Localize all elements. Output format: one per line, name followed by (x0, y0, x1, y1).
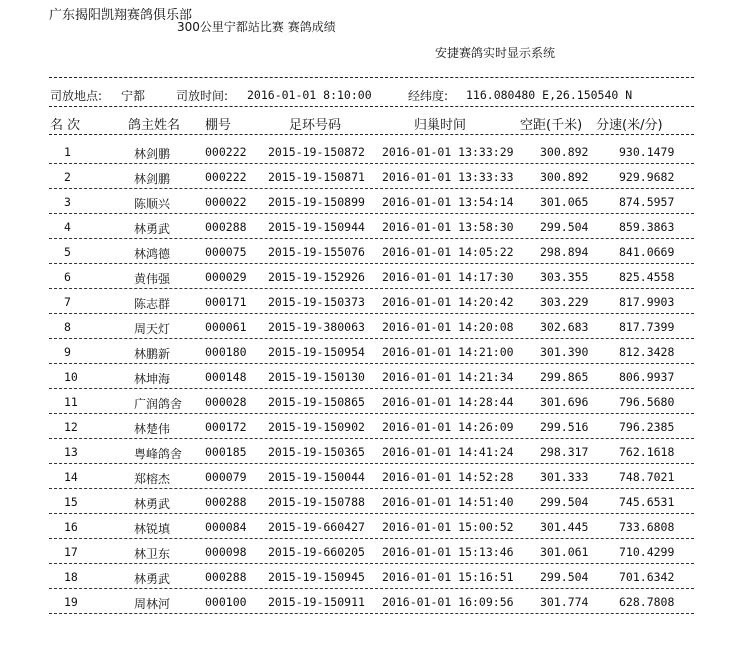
rank-cell: 8 (64, 320, 71, 334)
club-name: 广东揭阳凯翔赛鸽俱乐部 (49, 8, 193, 23)
distance-cell: 301.696 (540, 395, 589, 409)
speed-cell: 701.6342 (619, 570, 675, 584)
divider-top (49, 77, 694, 78)
distance-cell: 301.774 (540, 595, 589, 609)
ring-cell: 2015-19-155076 (268, 245, 365, 259)
rank-cell: 7 (64, 295, 71, 309)
speed-cell: 825.4558 (619, 270, 675, 284)
release-coord-label: 经纬度: (408, 89, 449, 103)
table-row (0, 239, 737, 264)
arrival-cell: 2016-01-01 14:20:08 (382, 320, 514, 334)
arrival-cell: 2016-01-01 14:20:42 (382, 295, 514, 309)
table-row (0, 139, 737, 164)
ring-cell: 2015-19-380063 (268, 320, 365, 334)
loft-cell: 000222 (205, 170, 247, 184)
arrival-cell: 2016-01-01 14:51:40 (382, 495, 514, 509)
owner-cell: 陈顺兴 (134, 197, 171, 211)
loft-cell: 000100 (205, 595, 247, 609)
speed-cell: 841.0669 (619, 245, 675, 259)
owner-cell: 林楚伟 (134, 422, 171, 436)
table-row (0, 214, 737, 239)
loft-cell: 000098 (205, 545, 247, 559)
loft-cell: 000172 (205, 420, 247, 434)
ring-cell: 2015-19-150911 (268, 595, 365, 609)
speed-cell: 859.3863 (619, 220, 675, 234)
distance-cell: 302.683 (540, 320, 589, 334)
owner-cell: 林鹏新 (134, 347, 171, 361)
distance-cell: 299.504 (540, 220, 589, 234)
owner-cell: 林锐填 (134, 522, 171, 536)
rank-cell: 4 (64, 220, 71, 234)
arrival-cell: 2016-01-01 14:41:24 (382, 445, 514, 459)
owner-cell: 周林河 (134, 597, 171, 611)
ring-cell: 2015-19-150902 (268, 420, 365, 434)
owner-cell: 周天灯 (134, 322, 171, 336)
rank-cell: 13 (64, 445, 78, 459)
loft-cell: 000288 (205, 495, 247, 509)
distance-cell: 301.065 (540, 195, 589, 209)
owner-cell: 林勇武 (134, 572, 171, 586)
table-row (0, 389, 737, 414)
speed-cell: 817.9903 (619, 295, 675, 309)
distance-cell: 301.061 (540, 545, 589, 559)
rank-cell: 2 (64, 170, 71, 184)
speed-cell: 733.6808 (619, 520, 675, 534)
owner-cell: 林勇武 (134, 497, 171, 511)
release-location-value: 宁都 (121, 89, 146, 103)
distance-cell: 298.317 (540, 445, 589, 459)
loft-cell: 000288 (205, 570, 247, 584)
loft-cell: 000075 (205, 245, 247, 259)
rank-cell: 12 (64, 420, 78, 434)
arrival-cell: 2016-01-01 15:00:52 (382, 520, 514, 534)
table-row (0, 564, 737, 589)
owner-cell: 林坤海 (134, 372, 171, 386)
owner-cell: 黄伟强 (134, 272, 171, 286)
distance-cell: 300.892 (540, 145, 589, 159)
col-arrival-header: 归巢时间 (414, 118, 467, 133)
rank-cell: 10 (64, 370, 78, 384)
ring-cell: 2015-19-150945 (268, 570, 365, 584)
divider-info (49, 106, 694, 107)
distance-cell: 298.894 (540, 245, 589, 259)
speed-cell: 710.4299 (619, 545, 675, 559)
ring-cell: 2015-19-150373 (268, 295, 365, 309)
speed-cell: 930.1479 (619, 145, 675, 159)
loft-cell: 000022 (205, 195, 247, 209)
loft-cell: 000288 (205, 220, 247, 234)
loft-cell: 000079 (205, 470, 247, 484)
rank-cell: 17 (64, 545, 78, 559)
rank-cell: 14 (64, 470, 78, 484)
rank-cell: 5 (64, 245, 71, 259)
rank-cell: 1 (64, 145, 71, 159)
distance-cell: 299.865 (540, 370, 589, 384)
speed-cell: 812.3428 (619, 345, 675, 359)
loft-cell: 000222 (205, 145, 247, 159)
rank-cell: 16 (64, 520, 78, 534)
table-row (0, 589, 737, 614)
distance-cell: 303.229 (540, 295, 589, 309)
owner-cell: 林剑鹏 (134, 172, 171, 186)
table-row (0, 514, 737, 539)
owner-cell: 粤峰鸽舍 (134, 447, 183, 461)
arrival-cell: 2016-01-01 13:54:14 (382, 195, 514, 209)
table-row (0, 314, 737, 339)
speed-cell: 762.1618 (619, 445, 675, 459)
distance-cell: 301.445 (540, 520, 589, 534)
arrival-cell: 2016-01-01 15:13:46 (382, 545, 514, 559)
arrival-cell: 2016-01-01 13:33:29 (382, 145, 514, 159)
col-ring-header: 足环号码 (289, 118, 342, 133)
rank-cell: 3 (64, 195, 71, 209)
rank-cell: 15 (64, 495, 78, 509)
table-row (0, 364, 737, 389)
ring-cell: 2015-19-150130 (268, 370, 365, 384)
ring-cell: 2015-19-660205 (268, 545, 365, 559)
table-row (0, 489, 737, 514)
loft-cell: 000180 (205, 345, 247, 359)
table-row (0, 289, 737, 314)
arrival-cell: 2016-01-01 13:58:30 (382, 220, 514, 234)
ring-cell: 2015-19-150365 (268, 445, 365, 459)
speed-cell: 745.6531 (619, 495, 675, 509)
arrival-cell: 2016-01-01 14:26:09 (382, 420, 514, 434)
ring-cell: 2015-19-150871 (268, 170, 365, 184)
col-owner-header: 鸽主姓名 (128, 118, 181, 133)
speed-cell: 796.2385 (619, 420, 675, 434)
system-name: 安捷赛鸽实时显示系统 (435, 46, 556, 60)
owner-cell: 林勇武 (134, 222, 171, 236)
loft-cell: 000061 (205, 320, 247, 334)
distance-cell: 300.892 (540, 170, 589, 184)
arrival-cell: 2016-01-01 14:28:44 (382, 395, 514, 409)
rank-cell: 18 (64, 570, 78, 584)
distance-cell: 299.504 (540, 570, 589, 584)
ring-cell: 2015-19-150872 (268, 145, 365, 159)
release-location-label: 司放地点: (50, 89, 103, 103)
rank-cell: 9 (64, 345, 71, 359)
owner-cell: 郑榕杰 (134, 472, 171, 486)
speed-cell: 806.9937 (619, 370, 675, 384)
table-row (0, 264, 737, 289)
release-time-value: 2016-01-01 8:10:00 (247, 88, 372, 102)
loft-cell: 000148 (205, 370, 247, 384)
speed-cell: 628.7808 (619, 595, 675, 609)
table-row (0, 164, 737, 189)
table-row (0, 414, 737, 439)
loft-cell: 000028 (205, 395, 247, 409)
ring-cell: 2015-19-152926 (268, 270, 365, 284)
release-coord-value: 116.080480 E,26.150540 N (466, 88, 633, 102)
loft-cell: 000029 (205, 270, 247, 284)
col-loft-header: 棚号 (205, 118, 232, 133)
arrival-cell: 2016-01-01 13:33:33 (382, 170, 514, 184)
table-row (0, 439, 737, 464)
arrival-cell: 2016-01-01 14:52:28 (382, 470, 514, 484)
owner-cell: 林剑鹏 (134, 147, 171, 161)
speed-cell: 748.7021 (619, 470, 675, 484)
owner-cell: 陈志群 (134, 297, 171, 311)
ring-cell: 2015-19-660427 (268, 520, 365, 534)
ring-cell: 2015-19-150044 (268, 470, 365, 484)
table-row (0, 189, 737, 214)
ring-cell: 2015-19-150899 (268, 195, 365, 209)
race-title: 300公里宁都站比赛 赛鸽成绩 (177, 20, 336, 34)
speed-cell: 796.5680 (619, 395, 675, 409)
distance-cell: 301.390 (540, 345, 589, 359)
col-rank-header: 名 次 (50, 118, 81, 133)
arrival-cell: 2016-01-01 15:16:51 (382, 570, 514, 584)
distance-cell: 301.333 (540, 470, 589, 484)
col-distance-header: 空距(千米) (520, 118, 583, 133)
owner-cell: 林鸿德 (134, 247, 171, 261)
ring-cell: 2015-19-150954 (268, 345, 365, 359)
table-row (0, 539, 737, 564)
arrival-cell: 2016-01-01 14:21:00 (382, 345, 514, 359)
distance-cell: 299.504 (540, 495, 589, 509)
distance-cell: 303.355 (540, 270, 589, 284)
loft-cell: 000171 (205, 295, 247, 309)
loft-cell: 000185 (205, 445, 247, 459)
speed-cell: 817.7399 (619, 320, 675, 334)
divider-header (49, 134, 694, 135)
table-row (0, 339, 737, 364)
owner-cell: 广润鸽舍 (134, 397, 183, 411)
speed-cell: 929.9682 (619, 170, 675, 184)
ring-cell: 2015-19-150944 (268, 220, 365, 234)
rank-cell: 19 (64, 595, 78, 609)
rank-cell: 11 (64, 395, 78, 409)
rank-cell: 6 (64, 270, 71, 284)
arrival-cell: 2016-01-01 14:17:30 (382, 270, 514, 284)
release-time-label: 司放时间: (176, 89, 229, 103)
ring-cell: 2015-19-150865 (268, 395, 365, 409)
arrival-cell: 2016-01-01 14:21:34 (382, 370, 514, 384)
speed-cell: 874.5957 (619, 195, 675, 209)
loft-cell: 000084 (205, 520, 247, 534)
distance-cell: 299.516 (540, 420, 589, 434)
owner-cell: 林卫东 (134, 547, 171, 561)
col-speed-header: 分速(米/分) (596, 118, 663, 133)
arrival-cell: 2016-01-01 14:05:22 (382, 245, 514, 259)
table-row (0, 464, 737, 489)
arrival-cell: 2016-01-01 16:09:56 (382, 595, 514, 609)
row-divider (49, 613, 694, 614)
ring-cell: 2015-19-150788 (268, 495, 365, 509)
